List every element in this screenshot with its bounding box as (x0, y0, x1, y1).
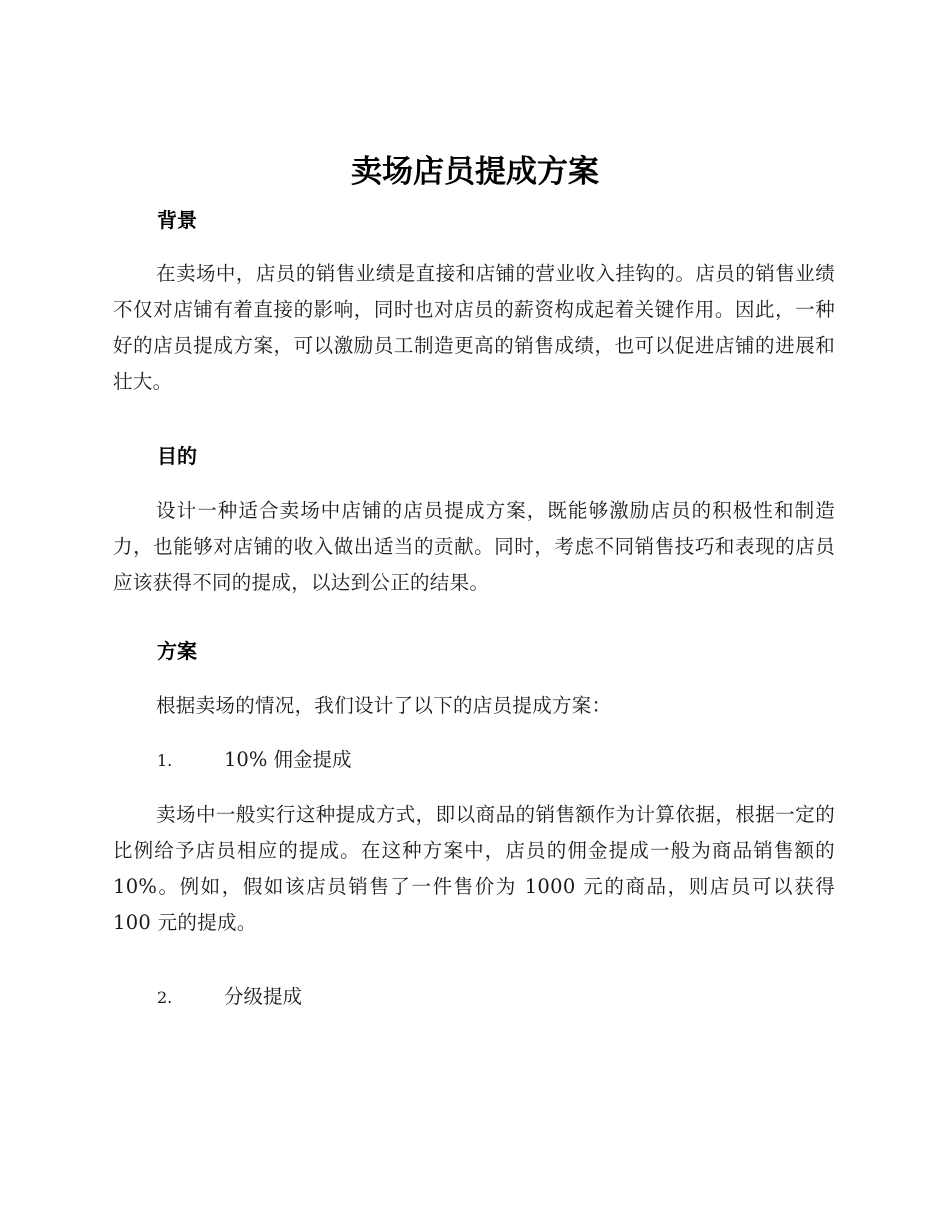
list-item-number: 1. (157, 751, 173, 770)
list-item-label: 分级提成 (224, 985, 303, 1008)
section-heading-goal: 目的 (157, 444, 197, 468)
section-text-goal: 设计一种适合卖场中店铺的店员提成方案，既能够激励店员的积极性和制造力，也能够对店铺的收入做出适当的贡献。同时，考虑不同销售技巧和表现的店员应该获得不同的提成，以达到公正的结果。 (113, 499, 835, 594)
section-heading-background: 背景 (157, 208, 197, 232)
list-item (157, 982, 302, 1013)
list-item (157, 745, 352, 776)
plan-intro: 根据卖场的情况，我们设计了以下的店员提成方案： (156, 694, 612, 717)
document-title: 卖场店员提成方案 (351, 154, 599, 190)
list-item-number: 2. (157, 988, 173, 1007)
section-heading-plan: 方案 (157, 639, 197, 663)
section-text-background: 在卖场中，店员的销售业绩是直接和店铺的营业收入挂钩的。店员的销售业绩不仅对店铺有着直接的影响，同时也对店员的薪资构成起着关键作用。因此，一种好的店员提成方案，可以激励员工制造更高的销售成绩，也可以促进店铺的进展和壮大。 (113, 262, 835, 393)
list-item-text: 卖场中一般实行这种提成方式，即以商品的销售额作为计算依据，根据一定的比例给予店员相应的提成。在这种方案中，店员的佣金提成一般为商品销售额的 10%。例如，假如该店员销售了一件售价为 1000 元的商品，则店员可以获得 100 元的提成。 (113, 803, 835, 934)
list-item-label: 10% 佣金提成 (224, 748, 352, 771)
